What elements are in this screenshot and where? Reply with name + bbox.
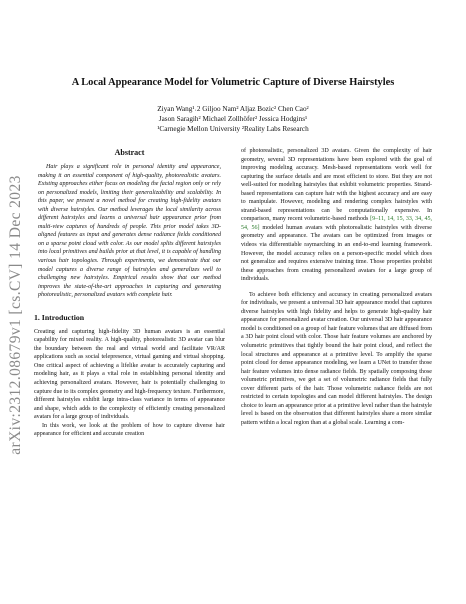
author-block	[34, 104, 432, 134]
paper-title: A Local Appearance Model for Volumetric Capture of Diverse Hairstyles	[71, 77, 395, 88]
right-paragraph-2: To achieve both efficiency and accuracy in creating personalized avatars for individuals, we present a universal 3D hair appearance model that captures diverse hairstyles with high fidelity and helps to generate high-quality hair appearance for personalized avatar creation. Our universal 3D hair appearance model is conditioned on a group of hair feature volumes that are diffused from a 3D hair point cloud with color. Those hair feature volumes are anchored by volumetric primitives that tightly bound the hair point cloud, and reflect the local structures and appearance at a primitive level. To amplify the sparse point cloud for dense appearance modeling, we learn a UNet to transfer those hair feature volumes into dense radiance fields. By spatially composing those volumetric primitives, we get a set of volumetric radiance fields that fully cover different parts of the hair. Those volumetric radiance fields are not restricted to certain topologies and can model different hairstyles. The design choice to learn an appearance prior at a primitive level rather than the hairstyle level is based on the observation that different hairstyles share a more similar pattern within a local region than at a global scale. Learning a com-	[241, 291, 432, 426]
right-column	[241, 147, 432, 439]
abstract-heading: Abstract	[114, 148, 145, 157]
introduction-heading: 1. Introduction	[34, 312, 85, 322]
authors-line-1: Ziyan Wang¹˒2 Giljoo Nam² Aljaz Bozic² Chen Cao²	[157, 105, 309, 113]
intro-paragraph-2: In this work, we look at the problem of how to capture diverse hair appearance for efficient and accurate creation	[34, 422, 225, 438]
intro-paragraph-1: Creating and capturing high-fidelity 3D human avatars is an essential capability for mixed reality. A high-quality, photorealistic 3D avatar can blur the boundary between the real and virtual world and facilitate VR/AR applications such as social telepresence, virtual gaming and virtual shopping. One critical aspect of achieving a lifelike avatar is accurately capturing and modeling hair, as it plays a vital role in establishing personal identity and achieving personalized avatars. However, hair is potentially challenging to capture due to its complex geometry and high-frequency texture. Furthermore, different hairstyles exhibit large intra-class variance in terms of appearance and shape, which adds to the complexity of efficiently creating personalized avatars for a large group of individuals.	[34, 328, 225, 421]
arxiv-stamp	[6, 150, 26, 480]
arxiv-stamp-text: arXiv:2312.08679v1 [cs.CV] 14 Dec 2023	[7, 175, 24, 455]
authors-line-2: Jason Saragih² Michael Zollhöfer² Jessica Hodgins¹	[158, 115, 308, 123]
citation-link[interactable]: [9–11, 14, 15, 33, 34, 45, 54, 56]	[241, 216, 433, 231]
right-paragraph-1	[241, 147, 432, 284]
right-paragraph-1-part-a: of photorealistic, personalized 3D avatars. Given the complexity of hair geometry, several 3D representations have been explored with the goal of improving modeling accuracy. Mesh-based representations work well for capturing the surface details and are most efficient to store. But they are not well-suited for modeling hairstyles that exhibit volumetric properties. Strand-based representations can capture hair with the highest accuracy and are easy to manipulate. However, modeling and rendering complex hairstyles with strand-based representations can be computationally expensive. In comparison, many recent volumetric-based methods	[241, 148, 432, 223]
affiliations: ¹Carnegie Mellon University ²Reality Labs Research	[157, 125, 309, 133]
left-column	[34, 147, 225, 439]
two-column-body	[34, 147, 432, 439]
paper-page	[34, 76, 432, 439]
abstract-text: Hair plays a significant role in personal identity and appearance, making it an essential component of high-quality, photorealistic avatars. Existing approaches either focus on modeling the facial region only or rely on personalized models, limiting their generalizability and scalability. In this paper, we present a novel method for creating high-fidelity avatars with diverse hairstyles. Our method leverages the local similarity across different hairstyles and learns a universal hair appearance prior from multi-view captures of hundreds of people. This prior model takes 3D-aligned features as input and generates dense radiance fields conditioned on a sparse point cloud with color. As our model splits different hairstyles into local primitives and builds prior at that level, it is capable of handling various hair topologies. Through experiments, we demonstrate that our model captures a diverse range of hairstyles and generalizes well to challenging new hairstyles. Empirical results show that our method improves the state-of-the-art approaches in capturing and generating photorealistic, personalized avatars with complete hair.	[38, 164, 221, 299]
right-paragraph-1-part-b: modeled human avatars with photorealistic hairstyles with diverse geometry and appearance. The avatars can be optimized from images or videos via differentiable raymarching in an end-to-end learning framework. However, the model accuracy relies on a person-specific model which does not generalize and requires extensive training time. Those properties prohibit these approaches from creating personalized avatars for a large group of individuals.	[241, 224, 432, 283]
